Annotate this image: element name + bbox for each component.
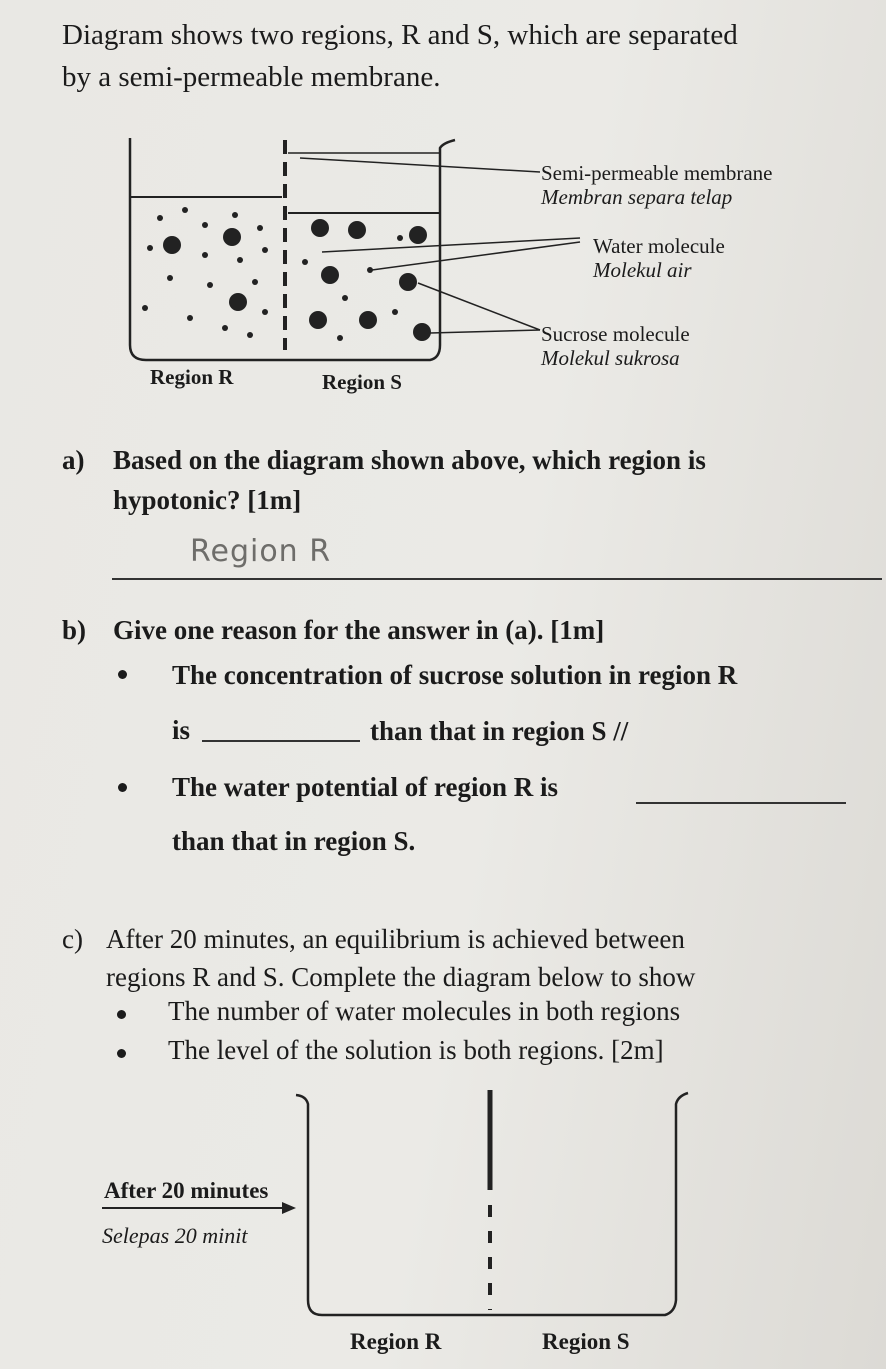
sucrose-label-en: Sucrose molecule bbox=[541, 322, 690, 346]
question-b-bullet2-line1: The water potential of region R is bbox=[172, 772, 558, 802]
sucrose-label-ms: Molekul sukrosa bbox=[541, 346, 680, 370]
question-c-bullet1: The number of water molecules in both regions bbox=[168, 996, 681, 1026]
question-b-prompt: Give one reason for the answer in (a). [1m] bbox=[113, 615, 605, 645]
question-c-bullet2: The level of the solution is both regions. [2m] bbox=[168, 1035, 664, 1065]
intro-line-2: by a semi-permeable membrane. bbox=[62, 61, 441, 93]
question-c-line-1: After 20 minutes, an equilibrium is achieved between bbox=[106, 924, 685, 954]
water-label-en: Water molecule bbox=[593, 234, 725, 258]
arrow-head-icon bbox=[282, 1202, 296, 1214]
arrow-label-ms: Selepas 20 minit bbox=[102, 1223, 248, 1248]
diagram2-region-s-label: Region S bbox=[542, 1329, 630, 1354]
question-c-line-2: regions R and S. Complete the diagram below to show bbox=[106, 962, 696, 992]
question-b-bullet1-after: than that in region S // bbox=[370, 716, 629, 746]
membrane-label-ms: Membran separa telap bbox=[541, 185, 733, 209]
question-b-number: b) bbox=[62, 615, 87, 645]
question-a-line-1: Based on the diagram shown above, which region is bbox=[113, 445, 706, 475]
membrane-label-en: Semi-permeable membrane bbox=[541, 161, 773, 185]
handwritten-answer-a: Region R bbox=[190, 534, 332, 569]
arrow-label-en: After 20 minutes bbox=[104, 1178, 269, 1203]
question-a-number: a) bbox=[62, 445, 85, 475]
water-label-ms: Molekul air bbox=[593, 258, 692, 282]
question-b-bullet1-is: is bbox=[172, 715, 191, 745]
diagram1-region-r-label: Region R bbox=[150, 365, 234, 389]
question-c-number: c) bbox=[62, 924, 83, 954]
intro-line-1: Diagram shows two regions, R and S, which are separated bbox=[62, 19, 738, 51]
question-b-bullet1-line1: The concentration of sucrose solution in region R bbox=[172, 660, 738, 690]
question-b-bullet2-line2: than that in region S. bbox=[172, 826, 416, 856]
diagram2-region-r-label: Region R bbox=[350, 1329, 442, 1354]
diagram1-region-s-label: Region S bbox=[322, 370, 402, 394]
question-a-line-2: hypotonic? [1m] bbox=[113, 485, 302, 515]
